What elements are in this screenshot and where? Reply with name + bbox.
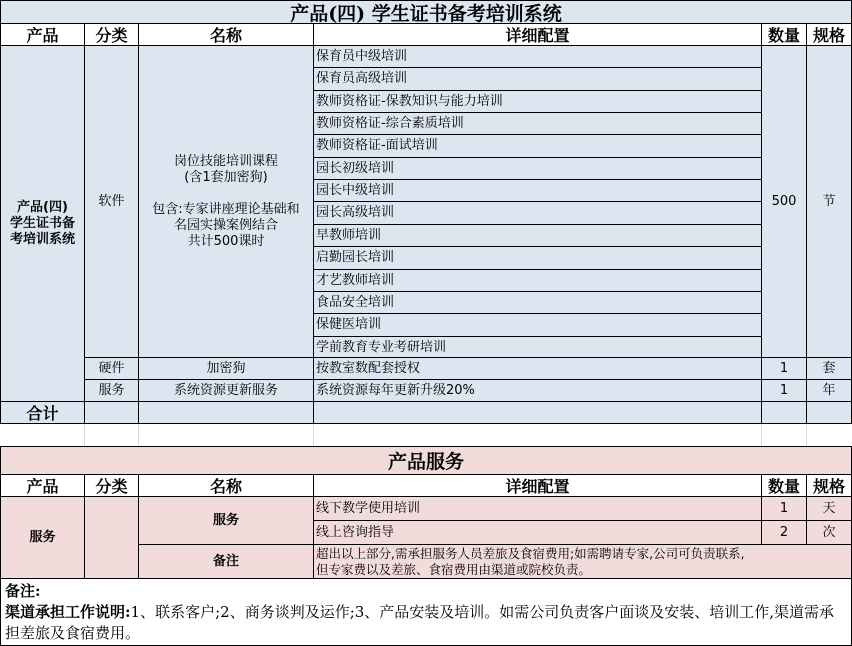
service-row-name: 系统资源更新服务 bbox=[138, 379, 314, 402]
software-item: 保育员高级培训 bbox=[313, 67, 762, 91]
service-row-detail: 系统资源每年更新升级20% bbox=[313, 379, 762, 402]
service-section-title: 产品服务 bbox=[0, 446, 852, 475]
software-item: 才艺教师培训 bbox=[313, 269, 762, 292]
hardware-unit: 套 bbox=[806, 357, 852, 380]
footer-text: 1、联系客户;2、商务谈判及运作;3、产品安装及培训。如需公司负责客户面谈及安装、培训工作,渠道需承担差旅及食宿费用。 bbox=[5, 603, 835, 642]
header-product: 产品 bbox=[0, 23, 85, 46]
header-unit: 规格 bbox=[806, 23, 852, 46]
service-row-unit: 年 bbox=[806, 379, 852, 402]
software-item: 园长高级培训 bbox=[313, 201, 762, 225]
service-name-note: 备注 bbox=[138, 544, 314, 579]
service-header-product: 产品 bbox=[0, 474, 85, 497]
service-header-qty: 数量 bbox=[761, 474, 807, 497]
service-qty-2: 2 bbox=[761, 520, 807, 545]
software-item: 保育员中级培训 bbox=[313, 45, 762, 68]
software-item: 启勤园长培训 bbox=[313, 246, 762, 270]
header-category: 分类 bbox=[84, 23, 139, 46]
service-note-detail: 超出以上部分,需承担服务人员差旅及食宿费用;如需聘请专家,公司可负责联系, 但专家费以及差旅、食宿费用由渠道或院校负责。 bbox=[313, 544, 852, 579]
software-item: 教师资格证-保教知识与能力培训 bbox=[313, 90, 762, 113]
software-item: 园长初级培训 bbox=[313, 157, 762, 180]
total-name bbox=[138, 401, 314, 424]
service-unit-1: 天 bbox=[806, 496, 852, 521]
hardware-category: 硬件 bbox=[84, 357, 139, 380]
service-category bbox=[84, 496, 139, 579]
software-qty: 500 bbox=[761, 45, 807, 358]
hardware-name: 加密狗 bbox=[138, 357, 314, 380]
software-item: 早教师培训 bbox=[313, 224, 762, 247]
footer-notes bbox=[0, 578, 852, 646]
total-label: 合计 bbox=[0, 401, 85, 424]
product-label: 产品(四) 学生证书备 考培训系统 bbox=[0, 45, 85, 402]
software-category: 软件 bbox=[84, 45, 139, 358]
header-detail: 详细配置 bbox=[313, 23, 762, 46]
spacer-row bbox=[0, 424, 852, 446]
service-detail-2: 线上咨询指导 bbox=[313, 520, 762, 545]
software-item: 学前教育专业考研培训 bbox=[313, 336, 762, 359]
service-product: 服务 bbox=[0, 496, 85, 579]
service-header-unit: 规格 bbox=[806, 474, 852, 497]
service-header-category: 分类 bbox=[84, 474, 139, 497]
service-unit-2: 次 bbox=[806, 520, 852, 545]
total-category bbox=[84, 401, 139, 424]
header-name: 名称 bbox=[138, 23, 314, 46]
sheet-title: 产品(四) 学生证书备考培训系统 bbox=[0, 0, 852, 24]
footer-label: 备注: bbox=[5, 582, 41, 600]
software-item: 保健医培训 bbox=[313, 313, 762, 337]
footer-bold-prefix: 渠道承担工作说明: bbox=[5, 603, 131, 621]
software-item: 教师资格证-面试培训 bbox=[313, 134, 762, 158]
service-header-detail: 详细配置 bbox=[313, 474, 762, 497]
total-qty bbox=[761, 401, 807, 424]
software-name: 岗位技能培训课程 (含1套加密狗) 包含:专家讲座理论基础和 名园实操案例结合 共计500课时 bbox=[138, 45, 314, 358]
service-row-qty: 1 bbox=[761, 379, 807, 402]
service-name-service: 服务 bbox=[138, 496, 314, 545]
footer-text-block bbox=[5, 602, 847, 644]
software-item: 教师资格证-综合素质培训 bbox=[313, 112, 762, 135]
service-header-name: 名称 bbox=[138, 474, 314, 497]
hardware-detail: 按教室数配套授权 bbox=[313, 357, 762, 380]
service-qty-1: 1 bbox=[761, 496, 807, 521]
total-unit bbox=[806, 401, 852, 424]
service-row-category: 服务 bbox=[84, 379, 139, 402]
hardware-qty: 1 bbox=[761, 357, 807, 380]
service-detail-1: 线下教学使用培训 bbox=[313, 496, 762, 521]
software-unit: 节 bbox=[806, 45, 852, 358]
header-qty: 数量 bbox=[761, 23, 807, 46]
software-item: 园长中级培训 bbox=[313, 179, 762, 202]
software-item: 食品安全培训 bbox=[313, 291, 762, 314]
total-detail bbox=[313, 401, 762, 424]
